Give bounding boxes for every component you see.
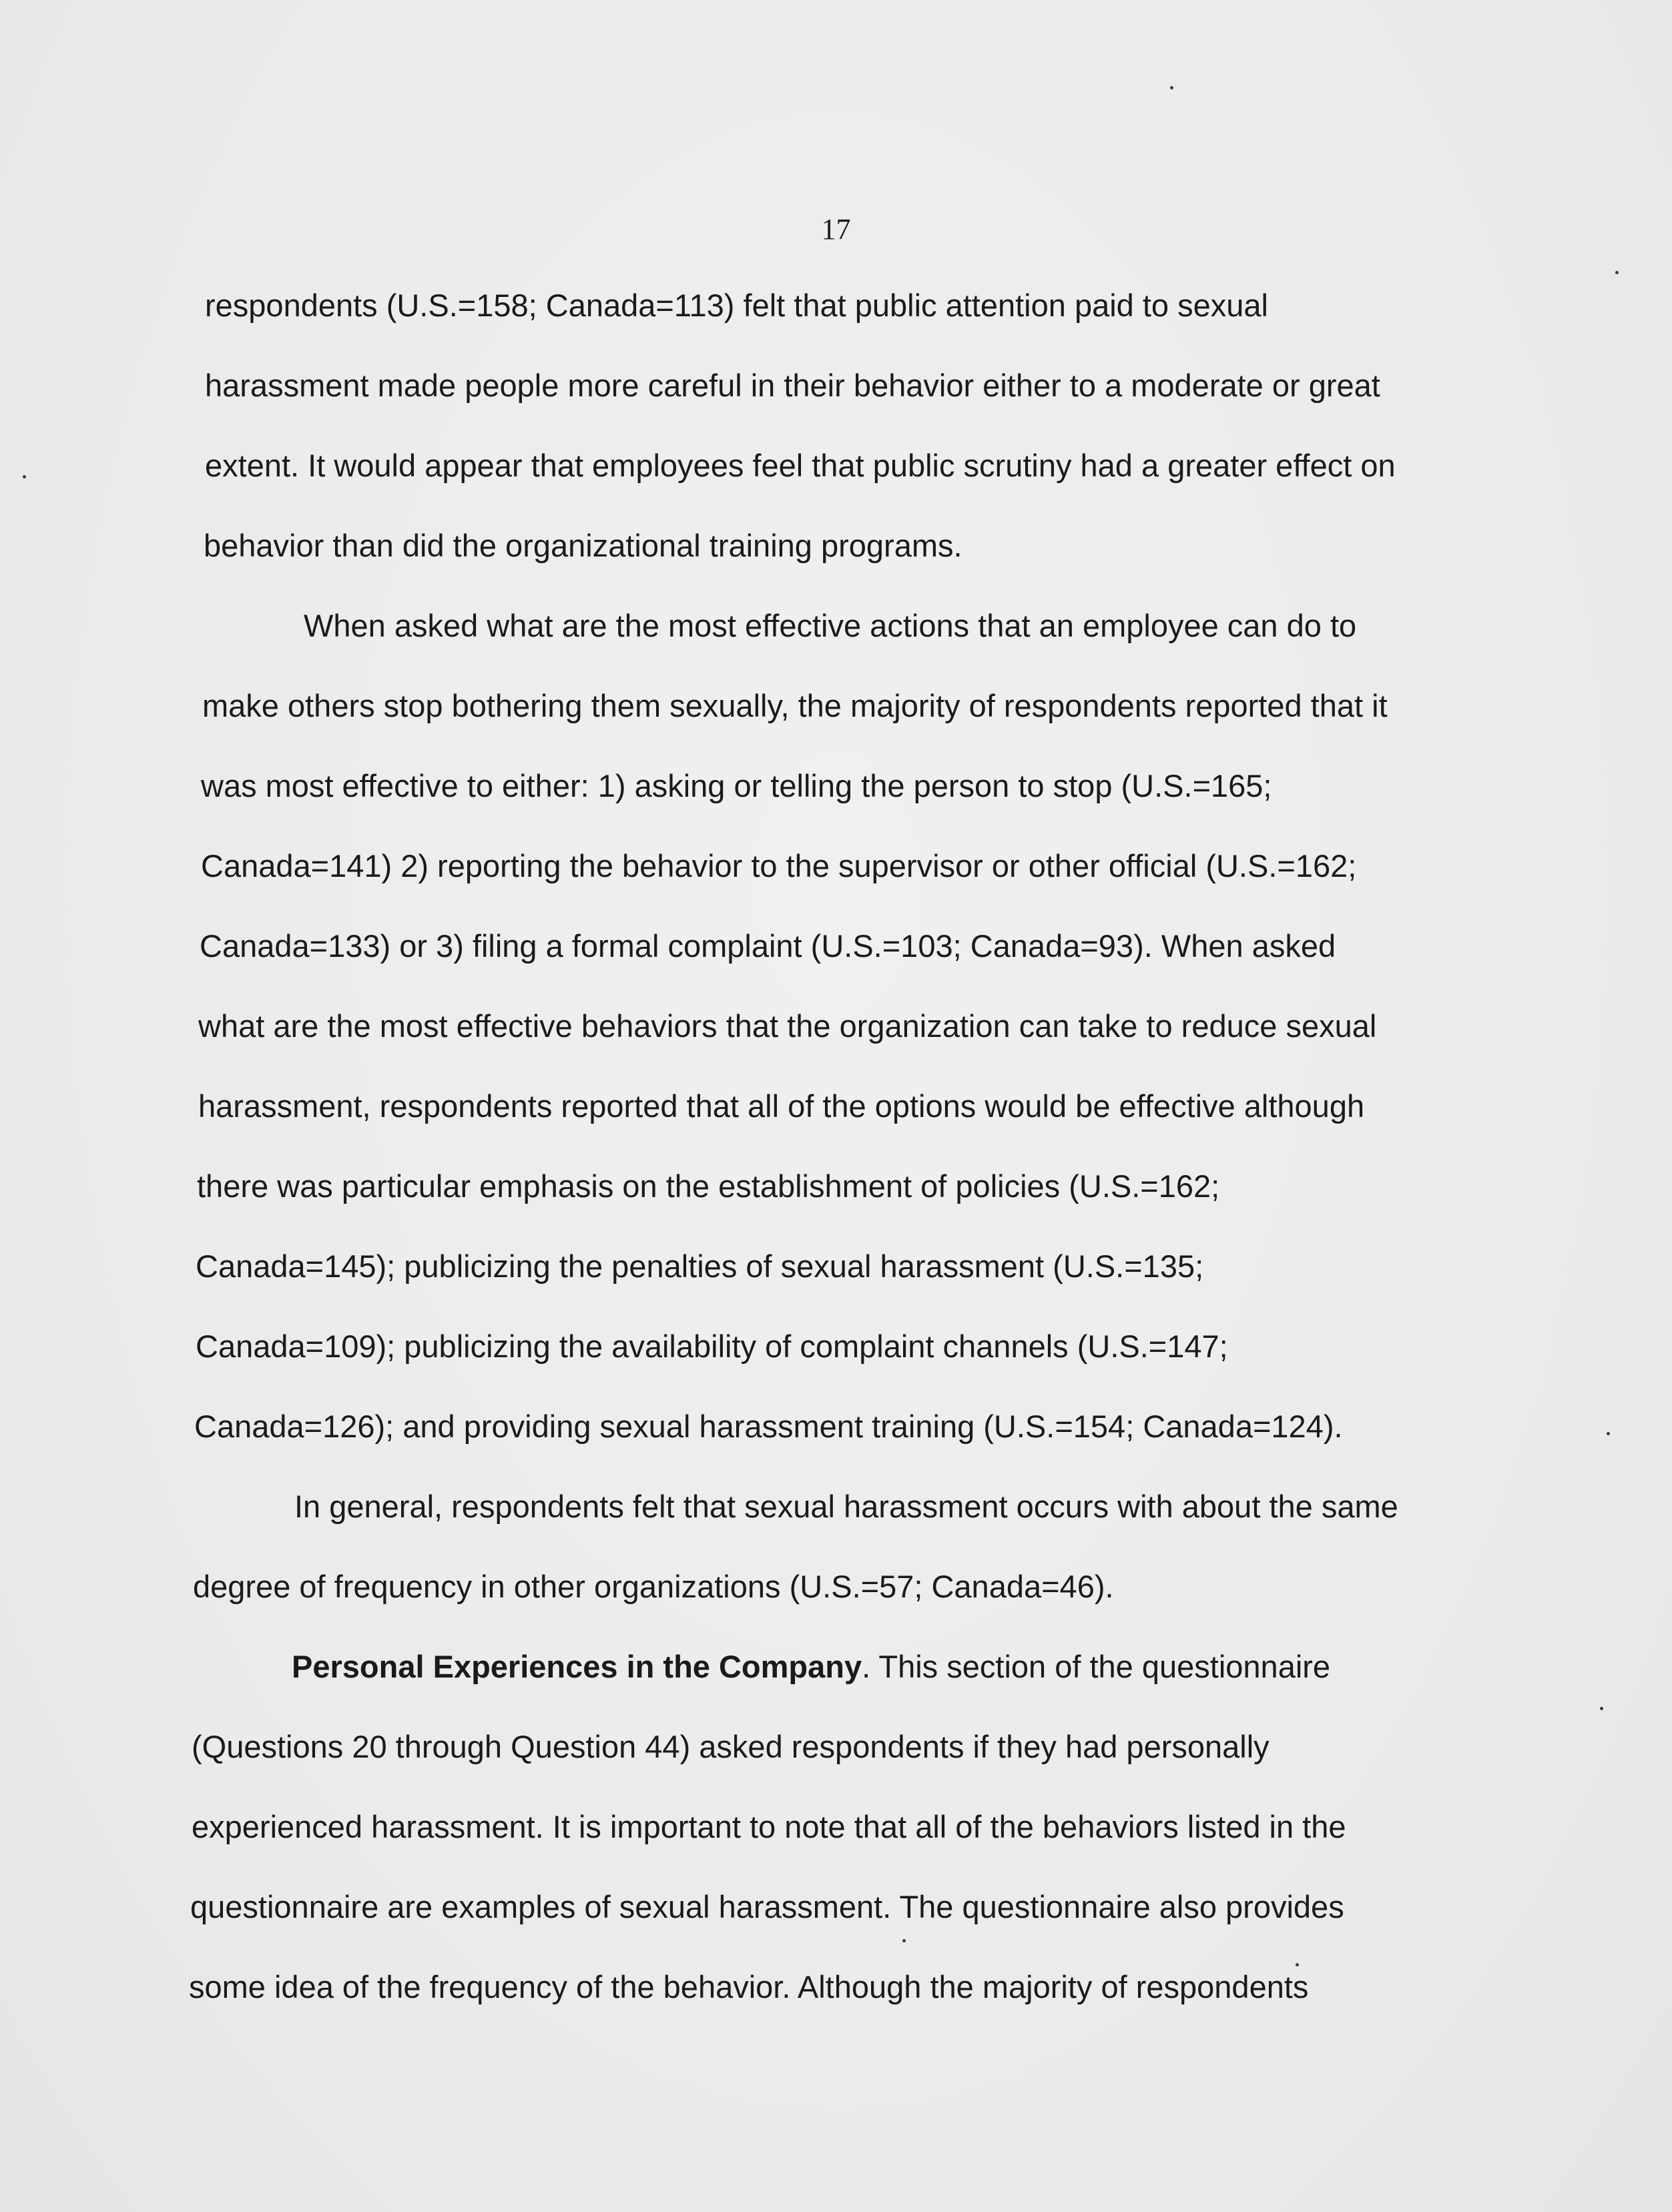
scan-speck [1170, 86, 1173, 89]
body-line: make others stop bothering them sexually, the majority of respondents reported that it [202, 688, 1388, 723]
scan-speck [1600, 1707, 1603, 1710]
section-first-line [292, 1651, 1330, 1682]
body-line: degree of frequency in other organizations (U.S.=57; Canada=46). [193, 1569, 1114, 1604]
body-line: was most effective to either: 1) asking or telling the person to stop (U.S.=165; [201, 768, 1272, 803]
body-line: some idea of the frequency of the behavior. Although the majority of respondents [189, 1969, 1309, 2004]
scan-speck [23, 475, 26, 478]
scan-speck [902, 1939, 906, 1942]
body-line: harassment made people more careful in their behavior either to a moderate or great [205, 368, 1380, 403]
body-line: behavior than did the organizational training programs. [204, 528, 962, 563]
scan-speck [1615, 271, 1619, 274]
body-line: Canada=145); publicizing the penalties of sexual harassment (U.S.=135; [196, 1248, 1204, 1284]
paragraph-first-line: When asked what are the most effective actions that an employee can do to [304, 608, 1357, 643]
body-line: harassment, respondents reported that all of the options would be effective although [198, 1088, 1365, 1124]
body-line: experienced harassment. It is important to note that all of the behaviors listed in the [192, 1809, 1346, 1844]
paragraph-first-line: In general, respondents felt that sexual harassment occurs with about the same [294, 1489, 1398, 1524]
body-line: there was particular emphasis on the establishment of policies (U.S.=162; [197, 1168, 1220, 1204]
section-heading-rest: . This section of the questionnaire [862, 1649, 1331, 1684]
body-line: extent. It would appear that employees feel that public scrutiny had a greater effect on [205, 448, 1396, 483]
body-line: Canada=133) or 3) filing a formal complaint (U.S.=103; Canada=93). When asked [200, 928, 1336, 964]
scan-speck [1296, 1963, 1299, 1966]
body-line: what are the most effective behaviors that the organization can take to reduce sexual [198, 1008, 1377, 1044]
section-heading: Personal Experiences in the Company [292, 1649, 862, 1684]
body-line: respondents (U.S.=158; Canada=113) felt that public attention paid to sexual [205, 288, 1268, 323]
scan-speck [1607, 1432, 1610, 1435]
body-line: Canada=109); publicizing the availability of complaint channels (U.S.=147; [196, 1329, 1228, 1364]
body-line: (Questions 20 through Question 44) asked respondents if they had personally [192, 1729, 1270, 1764]
body-line: questionnaire are examples of sexual harassment. The questionnaire also provides [190, 1889, 1344, 1924]
page-number: 17 [821, 213, 851, 246]
body-line: Canada=126); and providing sexual harassment training (U.S.=154; Canada=124). [194, 1409, 1343, 1444]
body-line: Canada=141) 2) reporting the behavior to the supervisor or other official (U.S.=162; [201, 848, 1357, 883]
